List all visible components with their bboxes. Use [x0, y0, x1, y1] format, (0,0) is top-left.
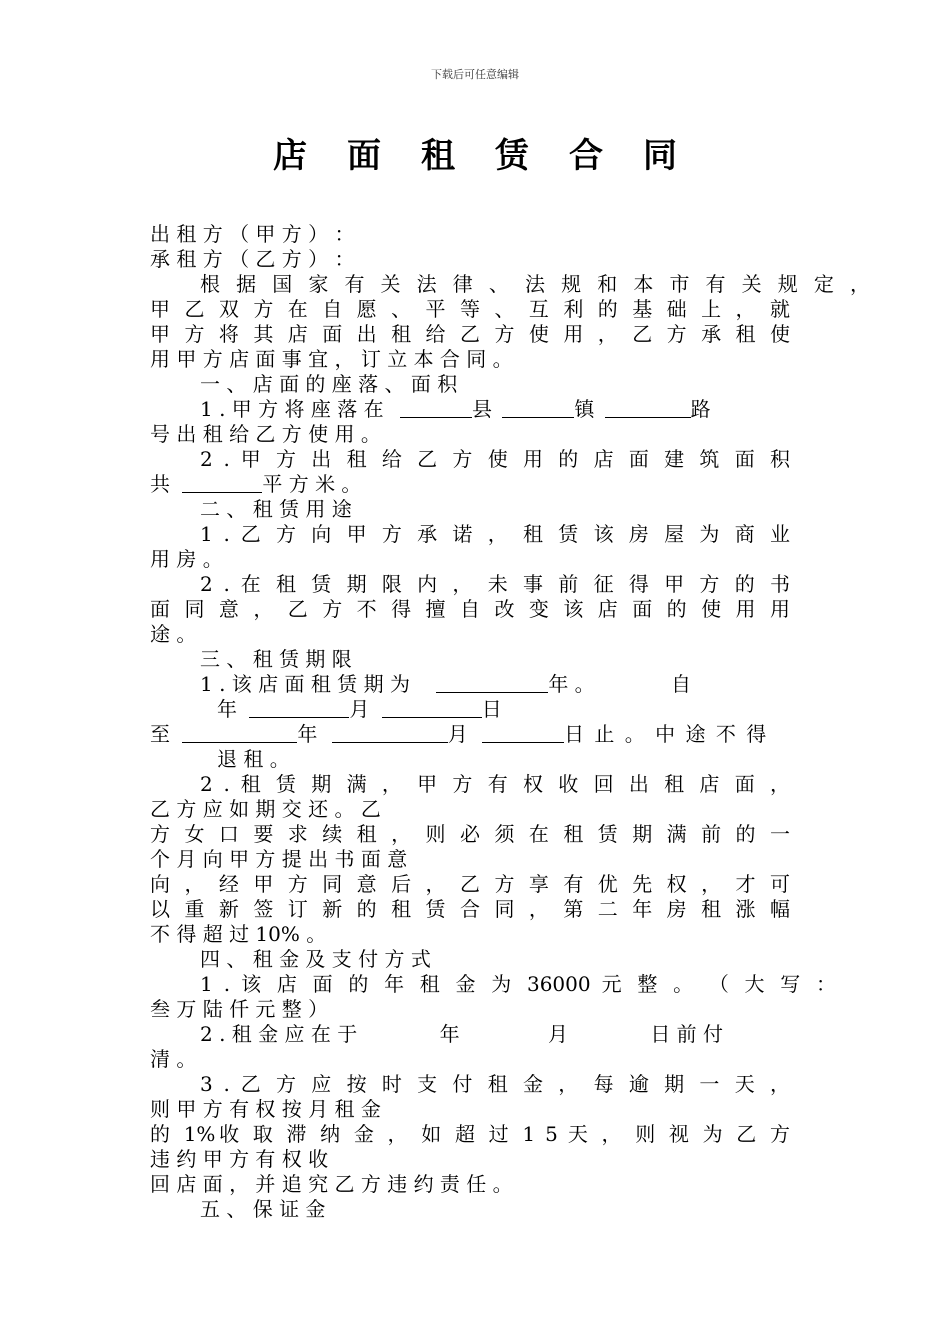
clause-line: 清 。: [150, 1047, 197, 1071]
title-char: 店: [273, 136, 307, 176]
section-heading: 三 、 租 赁 期 限: [200, 647, 352, 671]
clause-line: [150, 722, 768, 747]
clause-line: 乙 方 应 如 期 交 还 。 乙: [150, 797, 381, 821]
clause-line: [150, 472, 361, 497]
clause-text: 年 。: [548, 672, 595, 696]
clause-line: [200, 672, 691, 697]
clause-text: 至: [150, 722, 170, 746]
title-char: 赁: [495, 136, 529, 176]
blank-field: [502, 397, 574, 418]
blank-field: [182, 472, 262, 493]
clause-line: 向 ， 经 甲 方 同 意 后 ， 乙 方 享 有 优 先 权 ， 才 可: [150, 872, 790, 896]
clause-text: 月: [349, 697, 370, 721]
clause-text: 年: [439, 1022, 460, 1046]
clause-line: 则 甲 方 有 权 按 月 租 金: [150, 1097, 381, 1121]
blank-field: [605, 397, 691, 418]
clause-line: 退 租 。: [217, 747, 290, 771]
clause-text: 年: [297, 722, 318, 746]
clause-text: 共: [150, 472, 170, 496]
clause-text: 日 止 。 中 途 不 得: [564, 722, 769, 746]
section-heading: 一 、 店 面 的 座 落 、 面 积: [200, 372, 458, 396]
clause-text: 县: [471, 397, 492, 421]
blank-field: [332, 722, 448, 743]
preamble-line: 用 甲 方 店 面 事 宜 ， 订 立 本 合 同 。: [150, 347, 513, 371]
clause-line: 2 . 租 赁 期 满 ， 甲 方 有 权 收 回 出 租 店 面 ，: [200, 772, 790, 796]
clause-text: 路: [690, 397, 711, 421]
title-char: 合: [569, 136, 603, 176]
clause-line: 叁 万 陆 仟 元 整 ）: [150, 997, 329, 1021]
title-char: 面: [347, 136, 381, 176]
clause-line: 违 约 甲 方 有 权 收: [150, 1147, 329, 1171]
blank-field: [249, 697, 349, 718]
clause-text: 月: [447, 722, 468, 746]
clause-line: 的 1%收 取 滞 纳 金 ， 如 超 过 1 5 天 ， 则 视 为 乙 方: [150, 1122, 790, 1146]
section-heading: 四 、 租 金 及 支 付 方 式: [200, 947, 431, 971]
clause-text: 镇: [574, 397, 595, 421]
title-char: 同: [643, 136, 677, 176]
clause-text: 自: [671, 672, 692, 696]
clause-line: 途 。: [150, 622, 197, 646]
clause-line: 用 房 。: [150, 547, 223, 571]
preamble-line: 根 据 国 家 有 关 法 律 、 法 规 和 本 市 有 关 规 定 ，: [200, 272, 870, 296]
clause-line: 2 . 甲 方 出 租 给 乙 方 使 用 的 店 面 建 筑 面 积: [200, 447, 790, 471]
clause-line: 3 . 乙 方 应 按 时 支 付 租 金 ， 每 逾 期 一 天 ，: [200, 1072, 790, 1096]
clause-text: 1 . 该 店 面 租 赁 期 为: [200, 672, 410, 696]
clause-line: 回 店 面 ， 并 追 究 乙 方 违 约 责 任 。: [150, 1172, 513, 1196]
clause-text: 平 方 米 。: [262, 472, 362, 496]
blank-field: [182, 722, 297, 743]
preamble-line: 甲 方 将 其 店 面 出 租 给 乙 方 使 用 ， 乙 方 承 租 使: [150, 322, 790, 346]
clause-line: 2 . 在 租 赁 期 限 内 ， 未 事 前 征 得 甲 方 的 书: [200, 572, 790, 596]
clause-text: 年: [217, 697, 237, 721]
clause-line: 以 重 新 签 订 新 的 租 赁 合 同 ， 第 二 年 房 租 涨 幅: [150, 897, 790, 921]
clause-text: 月: [547, 1022, 568, 1046]
clause-line: [200, 397, 711, 422]
clause-text: 日: [481, 697, 502, 721]
title-char: 租: [421, 136, 455, 176]
clause-line: [200, 1022, 723, 1047]
clause-line: 号 出 租 给 乙 方 使 用 。: [150, 422, 381, 446]
clause-line: 1 . 该 店 面 的 年 租 金 为 36000 元 整 。 （ 大 写 ：: [200, 972, 836, 996]
lessee-line: 承 租 方 （ 乙 方 ） ：: [150, 247, 355, 271]
section-heading: 五 、 保 证 金: [200, 1197, 326, 1221]
clause-line: 个 月 向 甲 方 提 出 书 面 意: [150, 847, 408, 871]
clause-line: [217, 697, 502, 722]
clause-text: 日 前 付: [650, 1022, 724, 1046]
clause-text: 1 . 甲 方 将 座 落 在: [200, 397, 384, 421]
header-note: 下载后可任意编辑: [431, 68, 519, 81]
blank-field: [436, 672, 548, 693]
clause-line: 1 . 乙 方 向 甲 方 承 诺 ， 租 赁 该 房 屋 为 商 业: [200, 522, 790, 546]
clause-line: 面 同 意 ， 乙 方 不 得 擅 自 改 变 该 店 面 的 使 用 用: [150, 597, 790, 621]
blank-field: [382, 697, 482, 718]
clause-text: 2 . 租 金 应 在 于: [200, 1022, 358, 1046]
section-heading: 二 、 租 赁 用 途: [200, 497, 352, 521]
clause-line: 方 女 口 要 求 续 租 ， 则 必 须 在 租 赁 期 满 前 的 一: [150, 822, 790, 846]
lessor-line: 出 租 方 （ 甲 方 ） ：: [150, 222, 355, 246]
clause-line: 不 得 超 过 10% 。: [150, 922, 327, 946]
blank-field: [400, 397, 472, 418]
blank-field: [482, 722, 564, 743]
preamble-line: 甲 乙 双 方 在 自 愿 、 平 等 、 互 利 的 基 础 上 ， 就: [150, 297, 790, 321]
document-title: [0, 128, 950, 177]
